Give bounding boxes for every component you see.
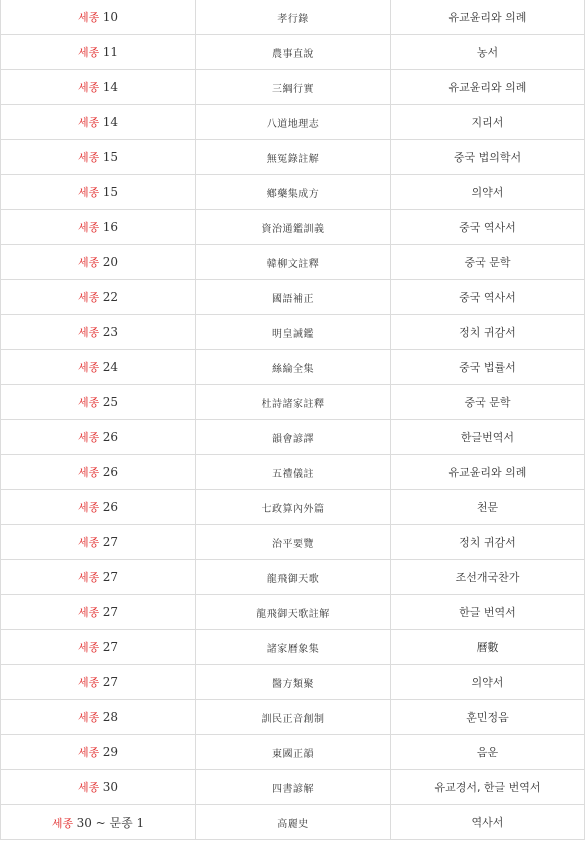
- book-title-cell: 韻會諺譯: [196, 420, 391, 455]
- table-row: [1, 700, 585, 735]
- reign-year: 30: [102, 780, 119, 794]
- book-title-cell: 龍飛御天歌: [196, 560, 391, 595]
- reign-name: 세종: [77, 291, 100, 304]
- era-cell: [1, 700, 196, 735]
- era-cell: [1, 245, 196, 280]
- category-cell: 중국 역사서: [391, 210, 585, 245]
- book-title-cell: 訓民正音創制: [196, 700, 391, 735]
- era-cell: [1, 385, 196, 420]
- reign-name: 세종: [77, 11, 100, 24]
- reign-year: 14: [102, 115, 119, 129]
- table-row: [1, 665, 585, 700]
- category-cell: 중국 문학: [391, 245, 585, 280]
- era-cell: [1, 140, 196, 175]
- book-title-cell: 東國正韻: [196, 735, 391, 770]
- era-cell: [1, 420, 196, 455]
- era-cell: [1, 805, 196, 840]
- table-row: [1, 210, 585, 245]
- category-cell: 유교윤리와 의례: [391, 455, 585, 490]
- table-row: [1, 630, 585, 665]
- category-cell: 천문: [391, 490, 585, 525]
- table-row: [1, 35, 585, 70]
- reign-name: 세종: [77, 326, 100, 339]
- category-cell: 의약서: [391, 665, 585, 700]
- category-cell: 훈민정음: [391, 700, 585, 735]
- reign-year: 23: [102, 325, 119, 339]
- book-title-cell: 治平要覽: [196, 525, 391, 560]
- era-cell: [1, 105, 196, 140]
- reign-name: 세종: [77, 431, 100, 444]
- era-cell: [1, 595, 196, 630]
- book-title-cell: 五禮儀註: [196, 455, 391, 490]
- reign-name: 세종: [77, 151, 100, 164]
- era-cell: [1, 490, 196, 525]
- table-row: [1, 280, 585, 315]
- category-cell: 음운: [391, 735, 585, 770]
- reign-year: 29: [102, 745, 119, 759]
- reign-name: 세종: [77, 221, 100, 234]
- table-row: [1, 315, 585, 350]
- reign-year: 28: [102, 710, 119, 724]
- book-title-cell: 孝行錄: [196, 0, 391, 35]
- book-title-cell: 絲綸全集: [196, 350, 391, 385]
- table-body: [1, 0, 585, 840]
- book-title-cell: 三綱行實: [196, 70, 391, 105]
- era-cell: [1, 0, 196, 35]
- category-cell: 유교윤리와 의례: [391, 70, 585, 105]
- book-title-cell: 四書諺解: [196, 770, 391, 805]
- table-row: [1, 0, 585, 35]
- reign-name: 세종: [77, 396, 100, 409]
- reign-year: 10: [102, 10, 119, 24]
- table-row: [1, 735, 585, 770]
- category-cell: 유교윤리와 의례: [391, 0, 585, 35]
- category-cell: 유교경서, 한글 번역서: [391, 770, 585, 805]
- category-cell: 조선개국찬가: [391, 560, 585, 595]
- table-row: [1, 805, 585, 840]
- reign-year: 22: [102, 290, 119, 304]
- reign-name: 세종: [77, 676, 100, 689]
- table-row: [1, 175, 585, 210]
- reign-name: 세종: [77, 536, 100, 549]
- category-cell: 지리서: [391, 105, 585, 140]
- reign-year: 20: [102, 255, 119, 269]
- table-row: [1, 595, 585, 630]
- reign-name: 세종: [77, 466, 100, 479]
- category-cell: 한글번역서: [391, 420, 585, 455]
- book-title-cell: 醫方類聚: [196, 665, 391, 700]
- reign-year: 27: [102, 570, 119, 584]
- reign-year: 24: [102, 360, 119, 374]
- table-row: [1, 140, 585, 175]
- reign-name: 세종: [77, 606, 100, 619]
- category-cell: 의약서: [391, 175, 585, 210]
- era-cell: [1, 455, 196, 490]
- category-cell: 정치 귀감서: [391, 525, 585, 560]
- reign-name: 세종: [77, 81, 100, 94]
- category-cell: 중국 법률서: [391, 350, 585, 385]
- reign-year: 15: [102, 185, 119, 199]
- book-title-cell: 杜詩諸家註釋: [196, 385, 391, 420]
- category-cell: 한글 번역서: [391, 595, 585, 630]
- book-title-cell: 無冤錄註解: [196, 140, 391, 175]
- reign-year: 16: [102, 220, 119, 234]
- era-cell: [1, 630, 196, 665]
- category-cell: 중국 법의학서: [391, 140, 585, 175]
- era-cell: [1, 35, 196, 70]
- era-cell: [1, 210, 196, 245]
- book-title-cell: 韓柳文註釋: [196, 245, 391, 280]
- era-cell: [1, 735, 196, 770]
- category-cell: 중국 문학: [391, 385, 585, 420]
- table-row: [1, 350, 585, 385]
- reign-name: 세종: [77, 781, 100, 794]
- reign-name: 세종: [77, 746, 100, 759]
- book-title-cell: 諸家曆象集: [196, 630, 391, 665]
- table-row: [1, 385, 585, 420]
- table-row: [1, 105, 585, 140]
- reign-year: 14: [102, 80, 119, 94]
- era-cell: [1, 175, 196, 210]
- category-cell: 중국 역사서: [391, 280, 585, 315]
- reign-name: 세종: [77, 46, 100, 59]
- reign-year: 27: [102, 605, 119, 619]
- table-row: [1, 525, 585, 560]
- era-cell: [1, 770, 196, 805]
- era-cell: [1, 70, 196, 105]
- era-cell: [1, 280, 196, 315]
- reign-year: 26: [102, 465, 119, 479]
- reign-name: 세종: [77, 501, 100, 514]
- reign-year: 11: [102, 45, 119, 59]
- table-row: [1, 455, 585, 490]
- category-cell: 역사서: [391, 805, 585, 840]
- reign-name: 세종: [51, 816, 74, 830]
- book-title-cell: 國語補正: [196, 280, 391, 315]
- table-row: [1, 70, 585, 105]
- book-title-cell: 高麗史: [196, 805, 391, 840]
- book-title-cell: 鄕藥集成方: [196, 175, 391, 210]
- reign-name: 세종: [77, 256, 100, 269]
- category-cell: 정치 귀감서: [391, 315, 585, 350]
- reign-name: 세종: [77, 711, 100, 724]
- reign-year: 25: [102, 395, 119, 409]
- era-cell: [1, 665, 196, 700]
- reign-year: 30 ~ 문종 1: [76, 815, 145, 830]
- reign-name: 세종: [77, 571, 100, 584]
- book-title-cell: 農事直說: [196, 35, 391, 70]
- book-title-cell: 資治通鑑訓義: [196, 210, 391, 245]
- reign-year: 15: [102, 150, 119, 164]
- table-row: [1, 560, 585, 595]
- table-row: [1, 490, 585, 525]
- reign-name: 세종: [77, 186, 100, 199]
- reign-year: 27: [102, 675, 119, 689]
- reign-name: 세종: [77, 641, 100, 654]
- reign-year: 27: [102, 535, 119, 549]
- book-title-cell: 八道地理志: [196, 105, 391, 140]
- category-cell: 농서: [391, 35, 585, 70]
- era-cell: [1, 315, 196, 350]
- book-title-cell: 龍飛御天歌註解: [196, 595, 391, 630]
- table-row: [1, 420, 585, 455]
- reign-name: 세종: [77, 361, 100, 374]
- reign-year: 27: [102, 640, 119, 654]
- era-cell: [1, 560, 196, 595]
- reign-year: 26: [102, 500, 119, 514]
- book-title-cell: 七政算內外篇: [196, 490, 391, 525]
- category-cell: 曆數: [391, 630, 585, 665]
- book-title-cell: 明皇誡鑑: [196, 315, 391, 350]
- era-cell: [1, 350, 196, 385]
- reign-name: 세종: [77, 116, 100, 129]
- table-row: [1, 770, 585, 805]
- table-row: [1, 245, 585, 280]
- reign-year: 26: [102, 430, 119, 444]
- era-cell: [1, 525, 196, 560]
